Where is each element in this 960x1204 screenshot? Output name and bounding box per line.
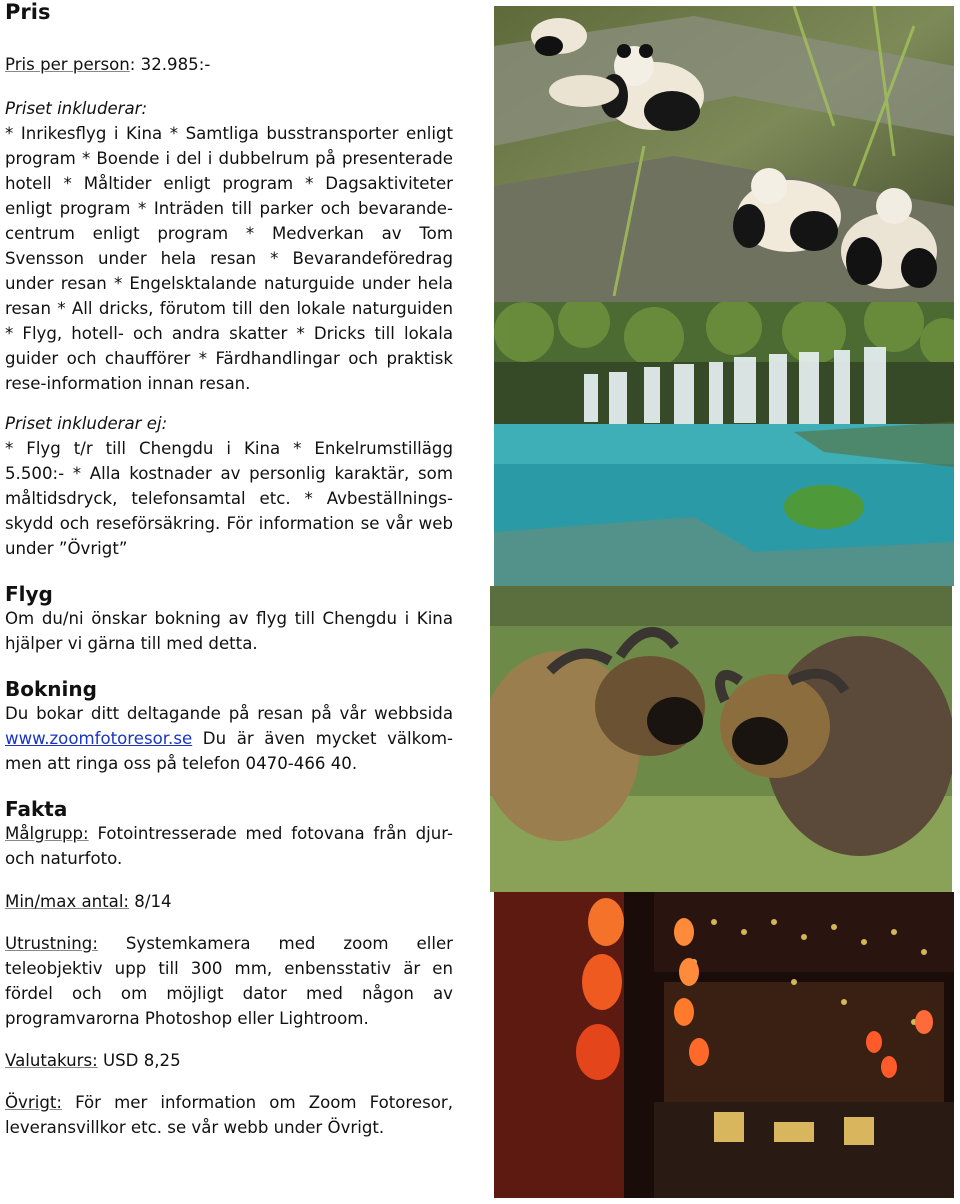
flyg-heading: Flyg bbox=[5, 582, 53, 606]
included-label: Priset inkluderar: bbox=[5, 99, 148, 118]
text-column bbox=[5, 0, 453, 1140]
bokning-heading: Bokning bbox=[5, 677, 97, 701]
bokning-text-before: Du bokar ditt deltagande på resan på vår webbsida bbox=[5, 704, 453, 723]
website-link[interactable]: www.zoomfotoresor.se bbox=[5, 729, 193, 748]
excluded-label: Priset inkluderar ej: bbox=[5, 414, 168, 433]
valuta-line bbox=[5, 1048, 453, 1073]
takin-photo bbox=[490, 586, 952, 892]
utrustning-label: Utrustning: bbox=[5, 934, 98, 953]
bokning-text-after: Du är även mycket välkom-men att ringa oss på telefon 0470-466 40. bbox=[5, 729, 453, 773]
fakta-heading: Fakta bbox=[5, 797, 68, 821]
malgrupp-text: Fotointresserade med fotovana från djur- och naturfoto. bbox=[5, 824, 453, 868]
price-label: Pris per person bbox=[5, 55, 130, 74]
price-value: : 32.985:- bbox=[129, 55, 211, 74]
excluded-text: * Flyg t/r till Chengdu i Kina * Enkelrumstillägg 5.500:- * Alla kostnader av personlig karaktär, som måltidsdryck, telefonsamtal etc. * Avbeställnings-skydd och reseförsäkring. För information se vår web under ”Övrigt” bbox=[5, 439, 453, 558]
bokning-text bbox=[5, 701, 453, 776]
ovrigt-line bbox=[5, 1090, 453, 1140]
valuta-label: Valutakurs: bbox=[5, 1051, 98, 1070]
malgrupp-line bbox=[5, 821, 453, 871]
antal-text: 8/14 bbox=[129, 892, 172, 911]
valuta-text: USD 8,25 bbox=[97, 1051, 181, 1070]
utrustning-line bbox=[5, 931, 453, 1031]
lantern-street-photo bbox=[494, 892, 954, 1198]
price-line bbox=[5, 52, 453, 77]
ovrigt-label: Övrigt: bbox=[5, 1093, 62, 1112]
antal-label: Min/max antal: bbox=[5, 892, 130, 911]
flyg-text: Om du/ni önskar bokning av flyg till Chengdu i Kina hjälper vi gärna till med detta. bbox=[5, 609, 453, 653]
included-text: * Inrikesflyg i Kina * Samtliga busstransporter enligt program * Boende i del i dubbelrum på presenterade hotell * Måltider enligt program * Dagsaktiviteter enligt program * Inträden till parker och bevarande-centrum enligt program * Medverkan av Tom Svensson under hela resan * Bevarandeföredrag under resan * Engelsktalande naturguide under hela resan * All dricks, förutom till den lokale naturguiden * Flyg, hotell- och andra skatter * Dricks till lokala guider och chaufförer * Färdhandlingar och praktisk rese-information innan resan. bbox=[5, 124, 453, 393]
waterfall-photo bbox=[494, 302, 954, 586]
panda-photo bbox=[494, 6, 954, 302]
ovrigt-text: För mer information om Zoom Fotoresor, leveransvillkor etc. se vår webb under Övrigt. bbox=[5, 1093, 453, 1137]
antal-line bbox=[5, 889, 453, 914]
malgrupp-label: Målgrupp: bbox=[5, 824, 89, 843]
utrustning-text: Systemkamera med zoom eller teleobjektiv upp till 300 mm, enbensstativ är en fördel och om möjligt dator med någon av programvarorna Photoshop eller Lightroom. bbox=[5, 934, 453, 1028]
pris-heading: Pris bbox=[5, 0, 51, 24]
